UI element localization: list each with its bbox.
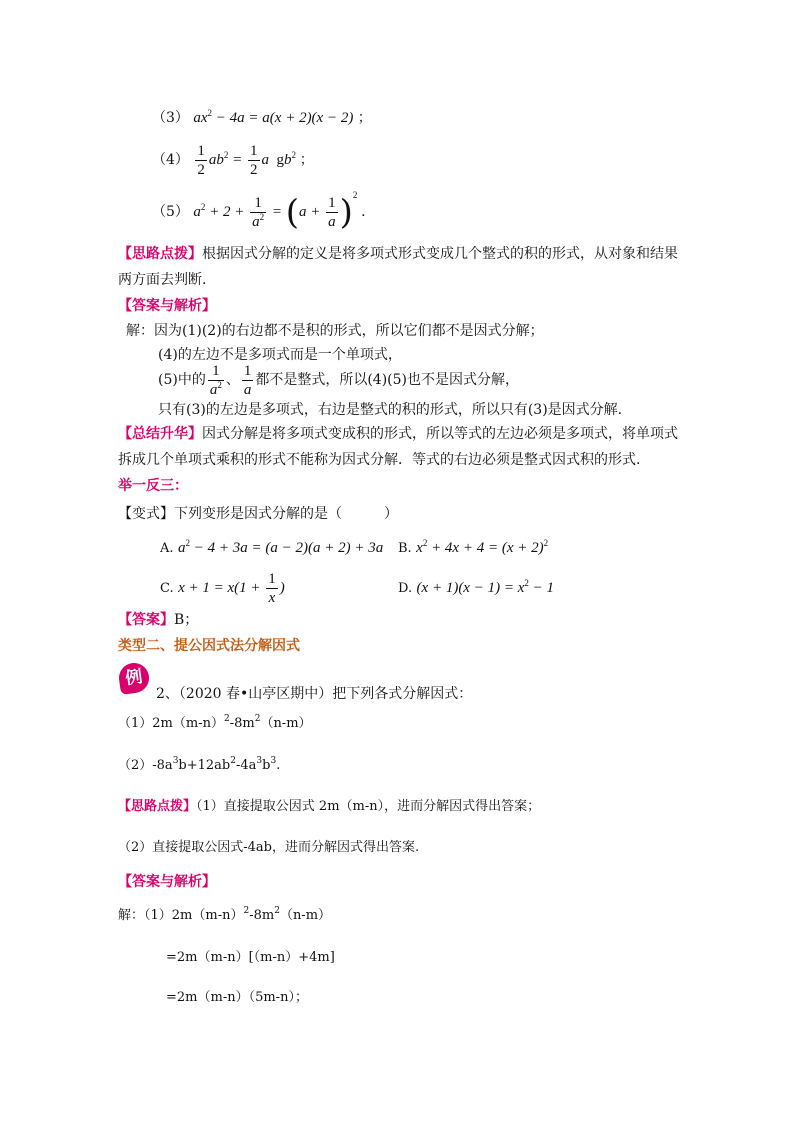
answer-text: =2m（m-n）（5m-n）； xyxy=(166,990,308,1005)
summary-text: 拆成几个单项式乘积的形式不能称为因式分解．等式的右边必须是整式因式积的形式. xyxy=(118,452,641,468)
hint-text: 两方面去判断. xyxy=(118,272,207,288)
item-5 xyxy=(152,192,366,232)
option-c xyxy=(160,570,285,607)
formula-4: $\frac{1}{2}$ $ab^2$ = $\frac{1}{2}$ a $gb^2$ xyxy=(197,142,296,178)
q2-exponent: 3 xyxy=(256,756,263,766)
q1-exponent: 2 xyxy=(254,714,261,724)
punct: ； xyxy=(357,110,372,126)
answer-text: 解：（1）2m（m-n） xyxy=(118,908,244,923)
answer-text: 都不是整式，所以(4)(5)也不是因式分解， xyxy=(255,372,520,388)
option-b xyxy=(398,538,548,559)
q2-text: -4a xyxy=(236,758,257,773)
example-badge-icon xyxy=(117,661,151,695)
summary-tag: 【总结升华】 xyxy=(118,426,202,442)
hint-1 xyxy=(118,244,678,264)
answer-exponent: 2 xyxy=(243,906,250,916)
answer-line-3 xyxy=(158,362,519,398)
answer-tag: 【答案】 xyxy=(118,612,174,628)
summary xyxy=(118,424,678,444)
practice-heading xyxy=(118,476,188,496)
hint-text: 根据因式分解的定义是将多项式形式变成几个整式的积的形式，从对象和结果 xyxy=(202,246,678,262)
hint-text: （2）直接提取公因式-4ab，进而分解因式得出答案. xyxy=(118,840,420,855)
answer-heading-1 xyxy=(118,296,216,316)
q1-text: -8m xyxy=(229,716,255,731)
answer-3-line-2 xyxy=(166,948,335,968)
option-label: A. xyxy=(160,541,174,556)
example-q2 xyxy=(118,756,280,776)
option-b-formula: $x^2 + 4x + 4 = (x + 2)^2$ xyxy=(416,538,549,556)
answer-text: （n-m） xyxy=(279,908,332,923)
formula-3: $ax^2 - 4a = a(x + 2)(x - 2)$ xyxy=(193,108,354,126)
q2-text: . xyxy=(276,758,281,773)
answer-line-4 xyxy=(158,400,622,420)
answer-text: (4)的左边不是多项式而是一个单项式， xyxy=(158,347,402,363)
answer-heading-3 xyxy=(118,872,216,892)
practice-title: 举一反三： xyxy=(118,478,188,494)
q1-text: （n-m） xyxy=(260,716,312,731)
answer-tag: 【答案与解析】 xyxy=(118,298,216,314)
option-label: B. xyxy=(398,541,412,556)
option-label: D. xyxy=(398,581,413,596)
item-label: （4） xyxy=(152,152,189,168)
answer-text: (5)中的 xyxy=(158,372,206,388)
q2-text: （2）-8a xyxy=(118,758,173,773)
section-type-2 xyxy=(118,636,300,656)
q2-exponent: 2 xyxy=(230,756,236,766)
summary-cont xyxy=(118,450,640,470)
answer-tag: 【答案与解析】 xyxy=(118,874,216,890)
option-d-formula: $(x + 1)(x - 1) = x^2 - 1$ xyxy=(416,578,554,596)
answer-2 xyxy=(118,610,198,630)
frac-1-over-a: $\frac{1}{a}$ xyxy=(243,362,252,398)
hint-2-cont xyxy=(118,838,419,858)
formula-5: $a^2 + 2$ + $\frac{1}{a^2}$ = (a + $\frac{1}{a}$ )$^2$ xyxy=(193,190,358,233)
option-a xyxy=(160,538,383,559)
hint-text: （1）直接提取公因式 2m（m-n），进而分解因式得出答案； xyxy=(196,799,541,814)
q1-text: （1）2m（m-n） xyxy=(118,716,224,731)
answer-text: B； xyxy=(174,612,199,628)
answer-exponent: 2 xyxy=(274,906,280,916)
answer-text: =2m（m-n）[（m-n）+4m] xyxy=(166,950,335,965)
answer-3-line-1 xyxy=(118,906,331,926)
q2-text: b+12ab xyxy=(178,758,231,773)
variant-text: 【变式】下列变形是因式分解的是（ ） xyxy=(118,506,398,522)
q2-exponent: 3 xyxy=(172,756,179,766)
section-title: 类型二、提公因式法分解因式 xyxy=(118,638,300,654)
option-a-formula: $a^2 - 4 + 3a = (a - 2)(a + 2) + 3a$ xyxy=(177,538,384,556)
example-text: 2、（2020 春•山亭区期中）把下列各式分解因式： xyxy=(156,686,473,702)
frac-1-over-a2: $\frac{1}{a^2}$ xyxy=(209,362,222,398)
q2-text: b xyxy=(262,758,271,773)
hint-tag: 【思路点拨】 xyxy=(118,799,197,814)
hint-1-cont xyxy=(118,270,206,290)
answer-text: 只有(3)的左边是多项式，右边是整式的积的形式，所以只有(3)是因式分解. xyxy=(158,402,623,418)
hint-2 xyxy=(118,797,540,817)
answer-3-line-3 xyxy=(166,988,308,1008)
item-label: （3） xyxy=(152,110,189,126)
option-c-formula: x + 1 = x(1 + $\frac{1}{x}$ ) xyxy=(178,570,285,606)
item-3 xyxy=(152,108,372,128)
answer-text: 、 xyxy=(225,372,240,388)
answer-text: -8m xyxy=(249,908,275,923)
answer-text: 解：因为(1)(2)的右边都不是积的形式，所以它们都不是因式分解； xyxy=(126,323,544,339)
item-label: （5） xyxy=(152,204,189,220)
variant-prompt xyxy=(118,504,398,524)
option-label: C. xyxy=(160,581,174,596)
punct: ； xyxy=(299,152,314,168)
punct: . xyxy=(361,204,366,220)
q1-exponent: 2 xyxy=(223,714,230,724)
example-q1 xyxy=(118,714,312,734)
hint-tag: 【思路点拨】 xyxy=(118,246,202,262)
q2-exponent: 3 xyxy=(270,756,277,766)
example-intro xyxy=(156,684,472,704)
answer-line-1 xyxy=(126,321,544,341)
summary-text: 因式分解是将多项式变成积的形式，所以等式的左边必须是多项式，将单项式 xyxy=(202,426,678,442)
option-d xyxy=(398,578,554,599)
badge-text: 例 xyxy=(124,666,144,690)
item-4 xyxy=(152,142,314,178)
